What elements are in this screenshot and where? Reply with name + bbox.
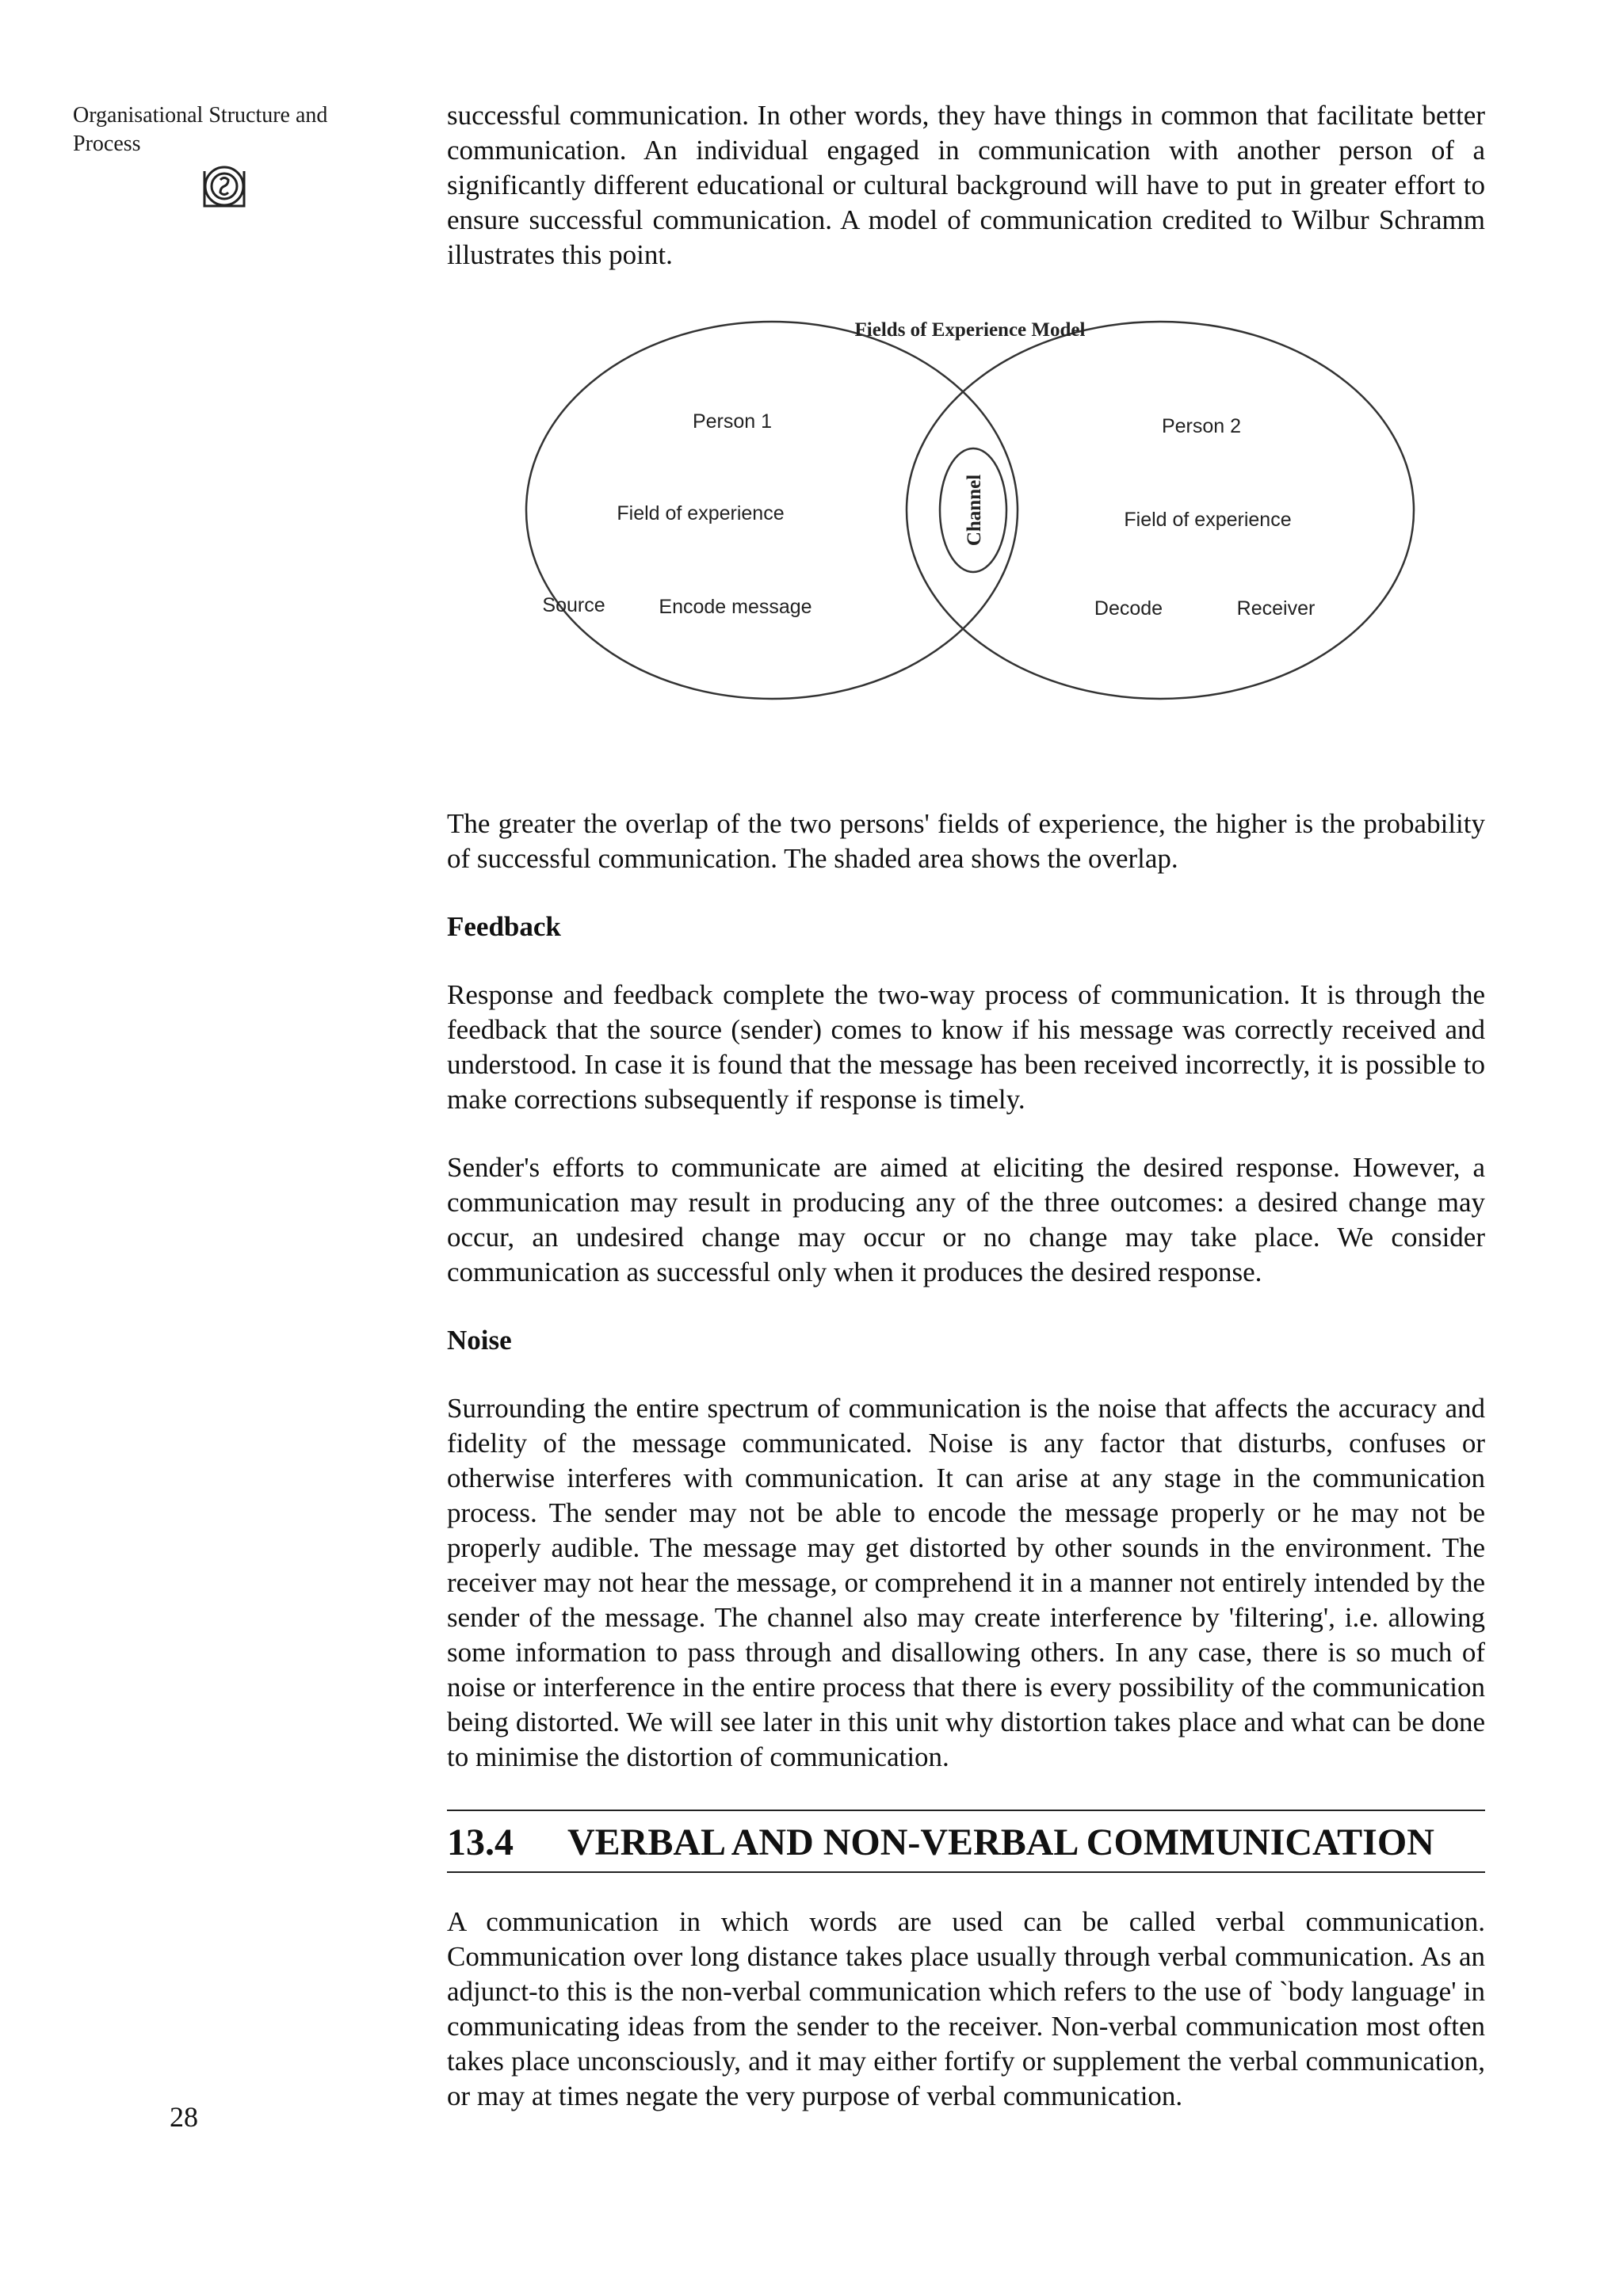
feedback-paragraph-1: Response and feedback complete the two-way process of communication. It is through the feedback that the source (sender) comes to know if his message was correctly received and understood. In case it is found that the message has been received incorrectly, it is possible to make corrections subsequently if response is timely. (447, 979, 1485, 1115)
source-label: Source (542, 594, 605, 616)
receiver-label: Receiver (1236, 597, 1316, 620)
university-emblem-icon (197, 158, 252, 214)
feedback-paragraph-2: Sender's efforts to communicate are aimed at eliciting the desired response. However, a communication may result in producing any of the three outcomes: a desired change may occur, an undesired change may occur or no change may take place. We consider communication as successful only when it produces the desired response. (447, 1152, 1485, 1287)
person2-label: Person 2 (1161, 415, 1242, 437)
section-title: VERBAL AND NON-VERBAL COMMUNICATION (567, 1821, 1434, 1863)
overlap-paragraph: The greater the overlap of the two persons' fields of experience, the higher is the probability of successful communication. The shaded area shows the overlap. (447, 808, 1485, 874)
channel-label: Channel (964, 474, 985, 547)
section-number: 13.4 (447, 1821, 514, 1863)
decode-label: Decode (1094, 597, 1163, 620)
verbal-paragraph: A communication in which words are used can be called verbal communication. Communication over long distance takes place usually through verbal communication. As an adjunct-to this is the non-verbal communication which refers to the use of `body language' in communicating ideas from the sender to the receiver. Non-verbal communication most often takes place unconsciously, and it may either fortify or supplement the verbal communication, or may at times negate the very purpose of verbal communication. (447, 1906, 1485, 2111)
running-header: Organisational Structure and Process (73, 103, 328, 156)
intro-paragraph: successful communication. In other words, they have things in common that facilitate better communication. An individual engaged in communication with another person of a significantly different educational or cultural background will have to put in greater effort to ensure successful communication. A model of communication credited to Wilbur Schramm illustrates this point. (447, 100, 1485, 270)
page-body (447, 98, 1485, 2114)
feedback-heading: Feedback (447, 911, 561, 942)
person1-field-label: Field of experience (617, 502, 785, 524)
person2-field-label: Field of experience (1124, 509, 1292, 531)
page-number: 28 (170, 2101, 198, 2133)
person1-label: Person 1 (692, 410, 773, 433)
diagram-title: Fields of Experience Model (854, 319, 1086, 341)
section-heading (447, 1810, 1485, 1873)
noise-heading: Noise (447, 1325, 512, 1356)
noise-paragraph: Surrounding the entire spectrum of communication is the noise that affects the accuracy and fidelity of the message communicated. Noise is any factor that disturbs, confuses or otherwise interferes with communication. It can arise at any stage in the communication process. The sender may not be able to encode the message properly or he may not be properly audible. The message may get distorted by other sounds in the environment. The receiver may not hear the message, or comprehend it in a manner not entirely intended by the sender of the message. The channel also may create interference by 'filtering', i.e. allowing some information to pass through and disallowing others. In any case, there is so much of noise or interference in the entire process that there is every possibility of the communication being distorted. We will see later in this unit why distortion takes place and what can be done to minimise the distortion of communication. (447, 1393, 1485, 1772)
encode-message-label: Encode message (659, 596, 812, 618)
fields-of-experience-diagram (447, 312, 1485, 788)
